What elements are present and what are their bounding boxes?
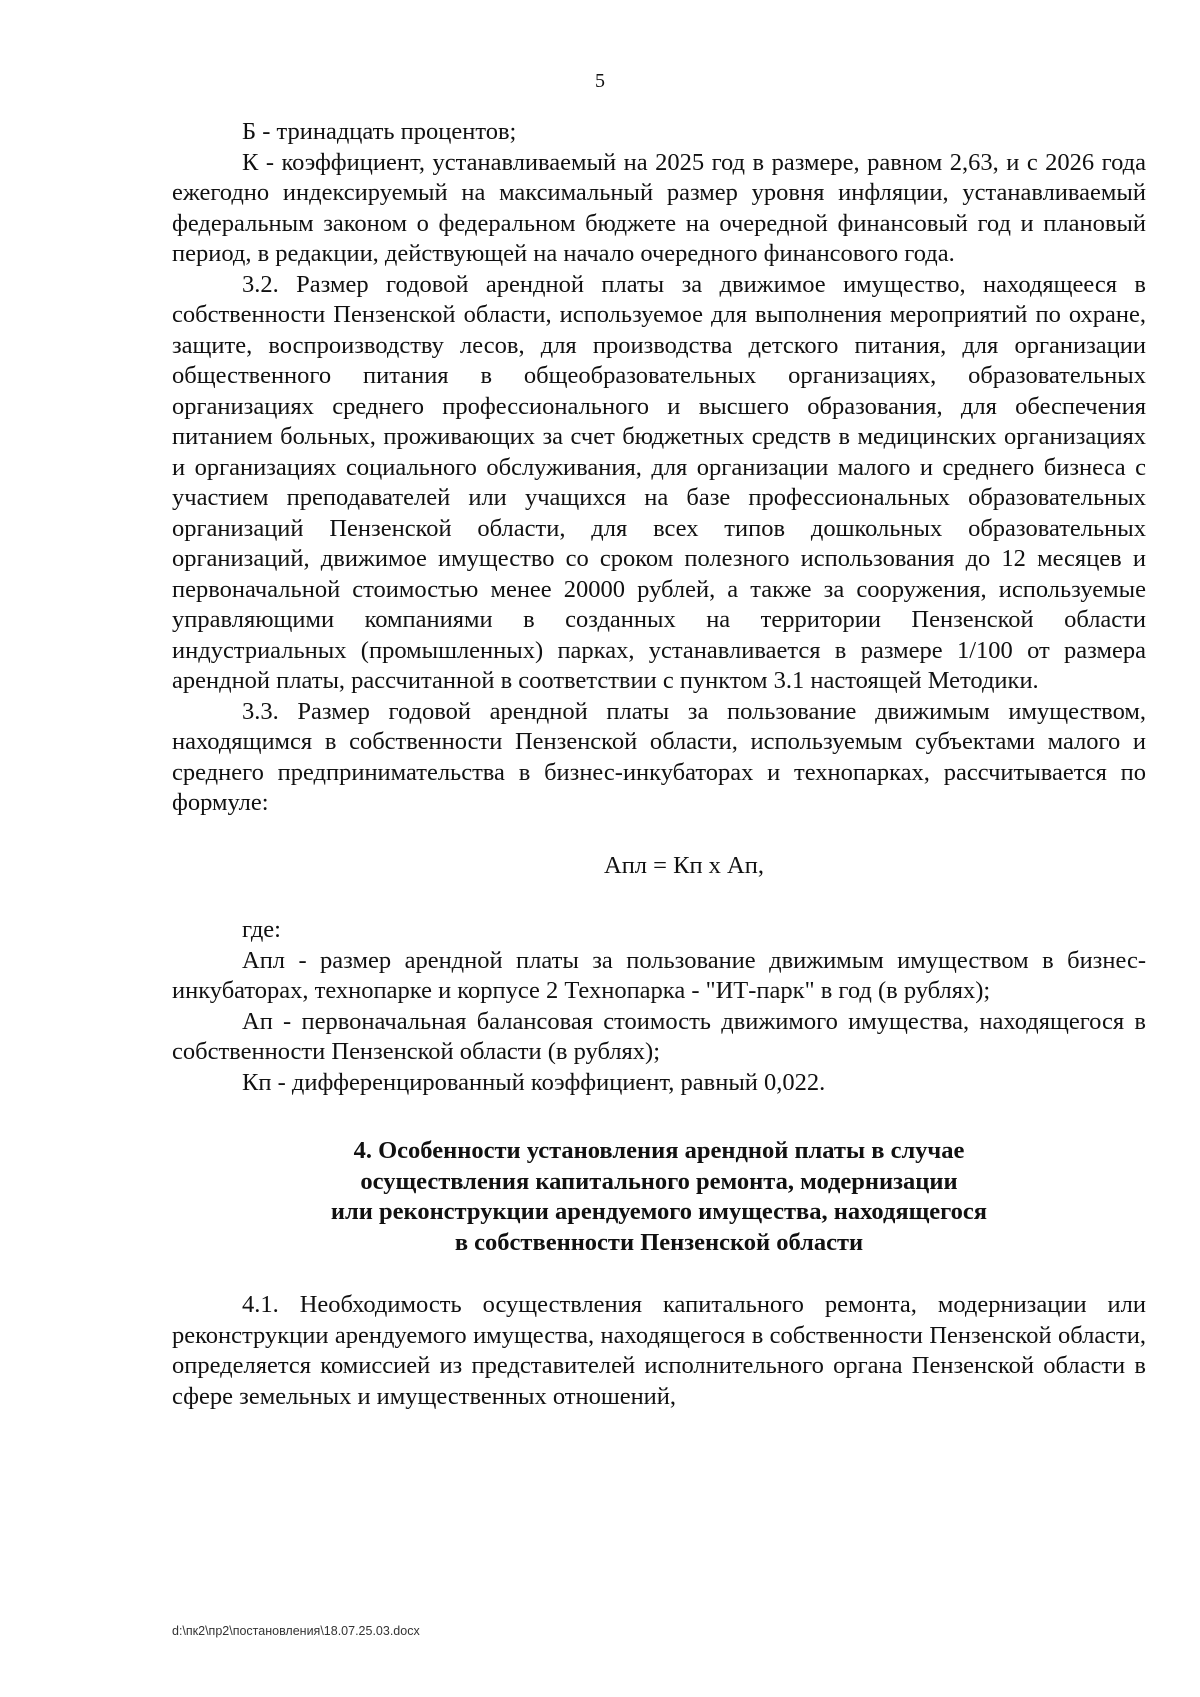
paragraph-3-2: 3.2. Размер годовой арендной платы за движимое имущество, находящееся в собственности Пензенской области, используемое для выполнения мероприятий по охране, защите, воспроизводству лесов, для производства детского питания, для организации общественного питания в общеобразовательных организациях, образовательных организациях среднего профессионального и высшего образования, для обеспечения питанием больных, проживающих за счет бюджетных средств в медицинских организациях и организациях социального обслуживания, для организации малого и среднего бизнеса с участием преподавателей или учащихся на базе профессиональных образовательных организаций Пензенской области, для всех типов дошкольных образовательных организаций, движимое имущество со сроком полезного использования до 12 месяцев и первоначальной стоимостью менее 20000 рублей, а также за сооружения, используемые управляющими компаниями в созданных на территории Пензенской области индустриальных (промышленных) парках, устанавливается в размере 1/100 от размера арендной платы, рассчитанной в соответствии с пунктом 3.1 настоящей Методики. — [172, 270, 1146, 694]
heading-line: осуществления капитального ремонта, модернизации — [360, 1167, 958, 1195]
heading-line: в собственности Пензенской области — [454, 1228, 864, 1256]
paragraph-4-1: 4.1. Необходимость осуществления капитального ремонта, модернизации или реконструкции арендуемого имущества, находящегося в собственности Пензенской области, определяется комиссией из представителей исполнительного органа Пензенской области в сфере земельных и имущественных отношений, — [172, 1291, 1146, 1410]
formula: Апл = Кп х Ап, — [604, 851, 764, 879]
document-body — [172, 117, 1146, 1412]
section-heading-4 — [172, 1136, 1146, 1258]
paragraph-3-3: 3.3. Размер годовой арендной платы за пользование движимым имуществом, находящимся в собственности Пензенской области, используемым субъектами малого и среднего предпринимательства в бизнес-инкубаторах и технопарках, рассчитывается по формуле: — [172, 697, 1146, 816]
paragraph-kp-definition: Кп - дифференцированный коэффициент, равный 0,022. — [242, 1068, 826, 1096]
paragraph-b-definition: Б - тринадцать процентов; — [242, 118, 517, 145]
heading-line: или реконструкции арендуемого имущества, находящегося — [330, 1198, 988, 1225]
paragraph-k-definition: К - коэффициент, устанавливаемый на 2025 год в размере, равном 2,63, и с 2026 года ежегодно индексируемый на максимальный размер уровня инфляции, устанавливаемый федеральным законом о федеральном бюджете на очередной финансовый год и плановый период, в редакции, действующей на начало очередного финансового года. — [172, 148, 1146, 267]
paragraph-where: где: — [242, 916, 281, 943]
paragraph-ap-definition: Ап - первоначальная балансовая стоимость движимого имущества, находящегося в собственности Пензенской области (в рублях); — [172, 1007, 1146, 1065]
footer-file-path: d:\пк2\пр2\постановления\18.07.25.03.docx — [172, 1624, 420, 1638]
paragraph-apl-definition: Апл - размер арендной платы за пользование движимым имуществом в бизнес-инкубаторах, технопарке и корпусе 2 Технопарка - "ИТ-парк" в год (в рублях); — [172, 946, 1146, 1004]
page-number: 5 — [595, 70, 605, 92]
heading-line: 4. Особенности установления арендной платы в случае — [353, 1137, 965, 1164]
